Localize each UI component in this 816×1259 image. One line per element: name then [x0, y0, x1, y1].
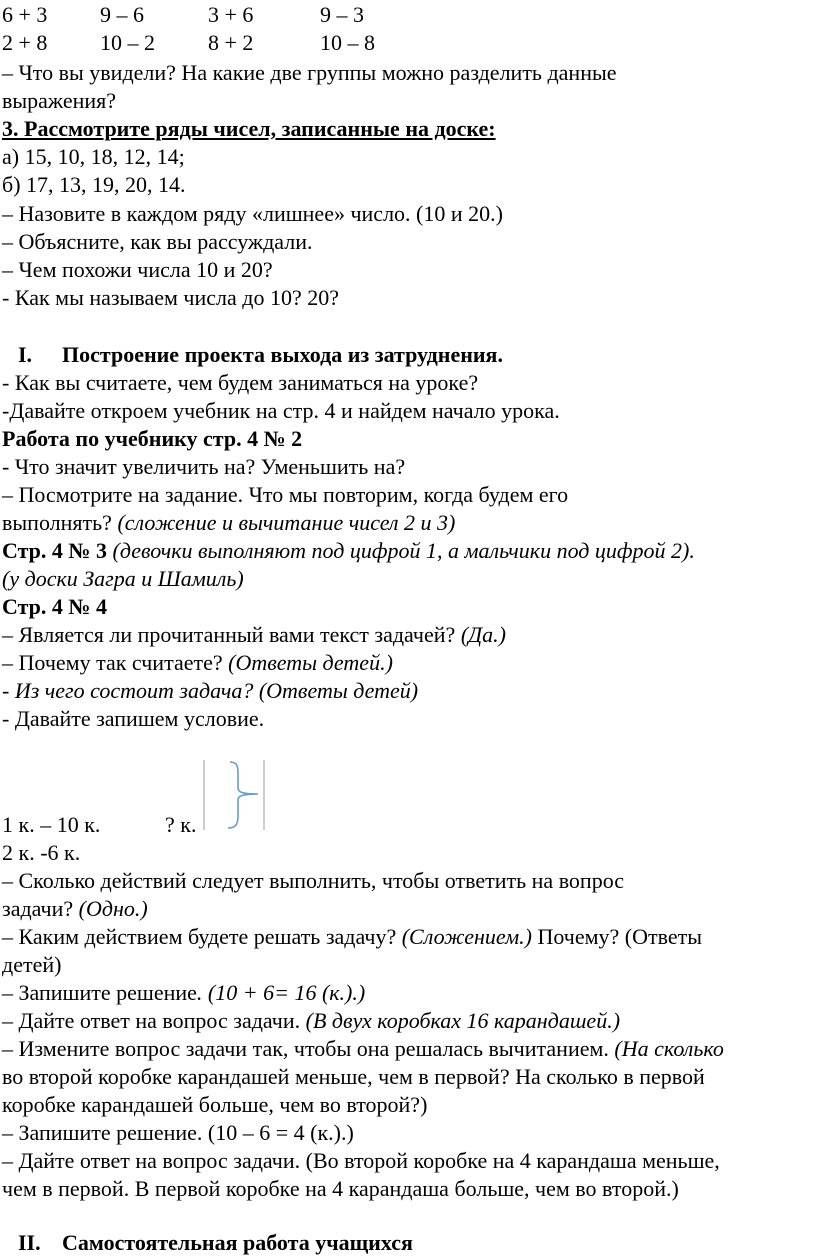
task-reference: Стр. 4 № 3 [2, 538, 108, 563]
answer-hint: (Сложением.) [401, 924, 532, 949]
brace-diagram [202, 760, 266, 832]
instruction-write-solution-2: – Запишите решение. (10 – 6 = 4 (к.).) [2, 1120, 354, 1145]
number-row-a: а) 15, 10, 18, 12, 14; [2, 144, 185, 169]
instruction-answer-2: – Дайте ответ на вопрос задачи. (Во второй коробке на 4 карандаша меньше, [2, 1148, 720, 1173]
condition-question: ? к. [165, 812, 197, 837]
expression: 9 – 6 [100, 2, 144, 27]
answer-hint: (В двух коробках 16 карандашей.) [305, 1008, 621, 1033]
solution: . (10 + 6= 16 (к.).) [196, 980, 366, 1005]
expression: 6 + 3 [2, 2, 48, 27]
question-which-action: – Каким действием будете решать задачу? (Сложением.) Почему? (Ответы [2, 924, 703, 949]
condition-box-1: 1 к. – 10 к. ? к. [2, 812, 197, 837]
page-4-task-3: Стр. 4 № 3 (девочки выполняют под цифрой 1, а мальчики под цифрой 2). [2, 538, 695, 563]
question-similar: – Чем похожи числа 10 и 20? [2, 257, 273, 282]
question-look: – Посмотрите на задание. Что мы повторим, когда будем его [2, 482, 569, 507]
question-actions-cont: задачи? (Одно.) [2, 896, 148, 921]
question-groups: – Что вы увидели? На какие две группы можно разделить данные [2, 60, 617, 85]
section-2-heading [18, 1230, 413, 1256]
answer-hint: (Одно.) [78, 896, 148, 921]
section-number: II. [18, 1230, 41, 1255]
instruction-write-condition: - Давайте запишем условие. [2, 706, 265, 731]
instruction-write-solution: – Запишите решение. (10 + 6= 16 (к.).) [2, 980, 366, 1005]
question-lesson: - Как вы считаете, чем будем заниматься на уроке? [2, 370, 479, 395]
expression: 2 + 8 [2, 30, 48, 55]
instruction-open-book: -Давайте откроем учебник на стр. 4 и найдем начало урока. [2, 398, 560, 423]
question-is-task: – Является ли прочитанный вами текст задачей? (Да.) [2, 622, 506, 647]
question-groups-cont: выражения? [2, 88, 117, 113]
question-which-action-cont: детей) [2, 952, 62, 977]
expressions-row-2 [2, 30, 812, 56]
answer-hint: (сложение и вычитание чисел 2 и 3) [117, 510, 456, 535]
textbook-work-heading: Работа по учебнику стр. 4 № 2 [2, 426, 303, 451]
section-title: Построение проекта выхода из затруднения. [62, 342, 503, 367]
question-parts: - Из чего состоит задача? (Ответы детей) [2, 678, 419, 703]
question-actions: – Сколько действий следует выполнить, чтобы ответить на вопрос [2, 868, 625, 893]
page-4-task-4: Стр. 4 № 4 [2, 594, 108, 619]
expression: 10 – 8 [320, 30, 375, 55]
instruction-answer-2-cont: чем в первой. В первой коробке на 4 карандаша больше, чем во второй.) [2, 1176, 679, 1201]
section-number: I. [18, 342, 33, 367]
number-row-b: б) 17, 13, 19, 20, 14. [2, 172, 186, 197]
question-explain: – Объясните, как вы рассуждали. [2, 229, 313, 254]
question-increase: - Что значит увеличить на? Уменьшить на? [2, 454, 406, 479]
page-4-task-3-note: (у доски Загра и Шамиль) [2, 566, 244, 591]
expression: 9 – 3 [320, 2, 364, 27]
question-why: – Почему так считаете? (Ответы детей.) [2, 650, 393, 675]
expression: 10 – 2 [100, 30, 155, 55]
answer-hint: (Да.) [460, 622, 506, 647]
question-look-cont: выполнять? (сложение и вычитание чисел 2 и 3) [2, 510, 456, 535]
answer-hint: (Ответы детей.) [228, 650, 393, 675]
expression: 8 + 2 [208, 30, 254, 55]
condition-box-2: 2 к. -6 к. [2, 840, 81, 865]
instruction-answer: – Дайте ответ на вопрос задачи. (В двух коробках 16 карандашей.) [2, 1008, 621, 1033]
question-extra-number: – Назовите в каждом ряду «лишнее» число. (10 и 20.) [2, 201, 503, 226]
instruction-change-question: – Измените вопрос задачи так, чтобы она решалась вычитанием. (На сколько [2, 1036, 724, 1061]
question-called: - Как мы называем числа до 10? 20? [2, 285, 339, 310]
change-question-cont-2: коробке карандашей больше, чем во второй?) [2, 1092, 428, 1117]
expressions-row-1 [2, 2, 812, 28]
expression: 3 + 6 [208, 2, 254, 27]
task-3-heading: 3. Рассмотрите ряды чисел, записанные на доске: [2, 116, 496, 141]
section-title: Самостоятельная работа учащихся [62, 1230, 413, 1255]
change-question-cont: во второй коробке карандашей меньше, чем в первой? На сколько в первой [2, 1064, 705, 1089]
section-1-heading [18, 342, 503, 368]
